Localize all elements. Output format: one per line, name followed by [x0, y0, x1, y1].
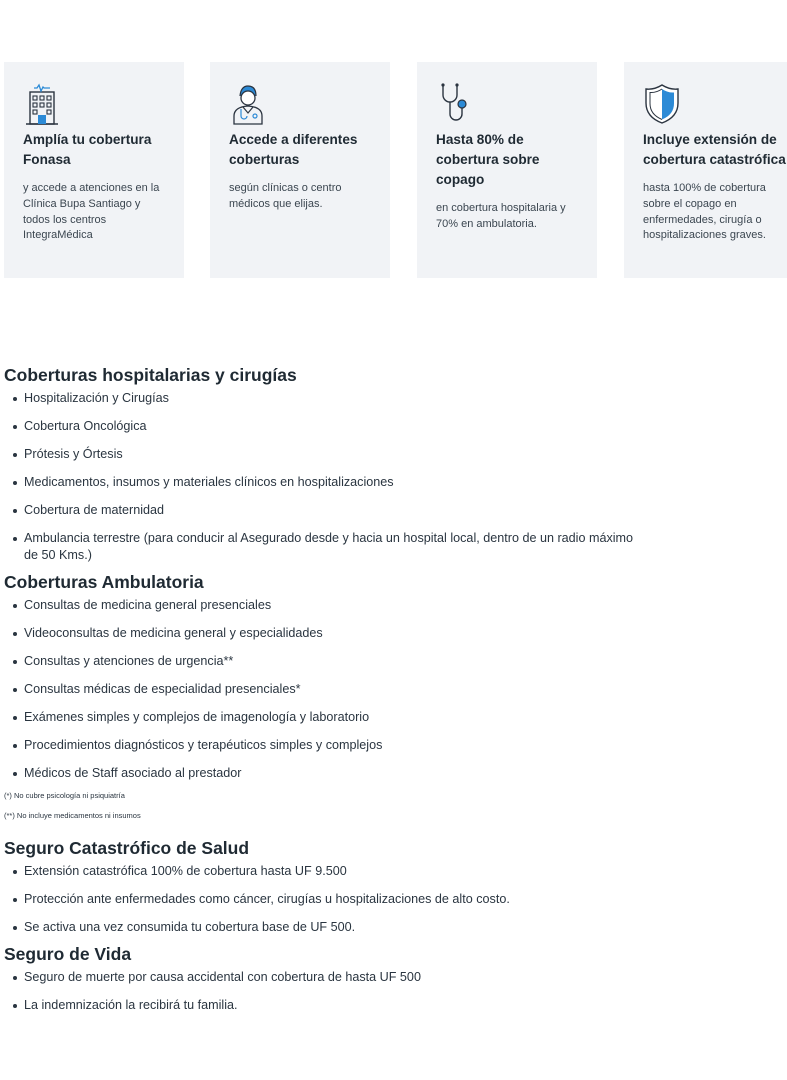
- catastrophic-list: [4, 863, 764, 936]
- list-item: Ambulancia terrestre (para conducir al Asegurado desde y hacia un hospital local, dentro de un radio máximo de 50 Kms.): [4, 530, 644, 564]
- list-item: Videoconsultas de medicina general y especialidades: [4, 625, 644, 642]
- card-text: hasta 100% de cobertura sobre el copago en enfermedades, cirugía o hospitalizaciones graves.: [643, 182, 766, 242]
- list-item: Extensión catastrófica 100% de cobertura hasta UF 9.500: [4, 863, 644, 880]
- section-title-catastrophic: Seguro Catastrófico de Salud: [4, 838, 250, 858]
- list-item: Protección ante enfermedades como cáncer, cirugías u hospitalizaciones de alto costo.: [4, 891, 644, 908]
- list-item: Médicos de Staff asociado al prestador: [4, 765, 644, 782]
- section-title-ambulatory: Coberturas Ambulatoria: [4, 572, 204, 592]
- hospital-list: [4, 390, 764, 564]
- benefit-cards: [4, 62, 787, 278]
- footnote: (*) No cubre psicología ni psiquiatría: [4, 791, 125, 800]
- list-item: Prótesis y Órtesis: [4, 446, 644, 463]
- list-item: Exámenes simples y complejos de imagenología y laboratorio: [4, 709, 644, 726]
- ambulatory-list: [4, 597, 764, 782]
- shield-icon: [643, 82, 681, 126]
- benefit-card-copago: [417, 62, 597, 278]
- list-item: Cobertura Oncológica: [4, 418, 644, 435]
- card-text: y accede a atenciones en la Clínica Bupa Santiago y todos los centros IntegraMédica: [23, 182, 160, 242]
- card-title: Incluye extensión de cobertura catastrófica: [643, 132, 786, 167]
- benefit-card-catastrophic: [624, 62, 787, 278]
- card-title: Accede a diferentes coberturas: [229, 132, 358, 167]
- card-title: Amplía tu cobertura Fonasa: [23, 132, 152, 167]
- list-item: Hospitalización y Cirugías: [4, 390, 644, 407]
- doctor-icon: [229, 82, 267, 126]
- benefit-card-coverages: [210, 62, 390, 278]
- list-item: Cobertura de maternidad: [4, 502, 644, 519]
- card-text: en cobertura hospitalaria y 70% en ambulatoria.: [436, 202, 566, 230]
- section-title-life: Seguro de Vida: [4, 944, 132, 964]
- list-item: Procedimientos diagnósticos y terapéuticos simples y complejos: [4, 737, 644, 754]
- life-list: [4, 969, 764, 1014]
- card-text: según clínicas o centro médicos que elijas.: [229, 182, 342, 210]
- list-item: Seguro de muerte por causa accidental con cobertura de hasta UF 500: [4, 969, 644, 986]
- footnote: (**) No incluye medicamentos ni insumos: [4, 811, 141, 820]
- coverage-details: [4, 362, 764, 1025]
- hospital-icon: [23, 82, 61, 126]
- stethoscope-icon: [436, 82, 474, 126]
- list-item: La indemnización la recibirá tu familia.: [4, 997, 644, 1014]
- list-item: Consultas y atenciones de urgencia**: [4, 653, 644, 670]
- benefit-card-fonasa: [4, 62, 184, 278]
- list-item: Consultas de medicina general presenciales: [4, 597, 644, 614]
- list-item: Medicamentos, insumos y materiales clínicos en hospitalizaciones: [4, 474, 644, 491]
- list-item: Consultas médicas de especialidad presenciales*: [4, 681, 644, 698]
- card-title: Hasta 80% de cobertura sobre copago: [436, 132, 540, 187]
- list-item: Se activa una vez consumida tu cobertura base de UF 500.: [4, 919, 644, 936]
- footnotes: [4, 791, 764, 821]
- section-title-hospital: Coberturas hospitalarias y cirugías: [4, 365, 297, 385]
